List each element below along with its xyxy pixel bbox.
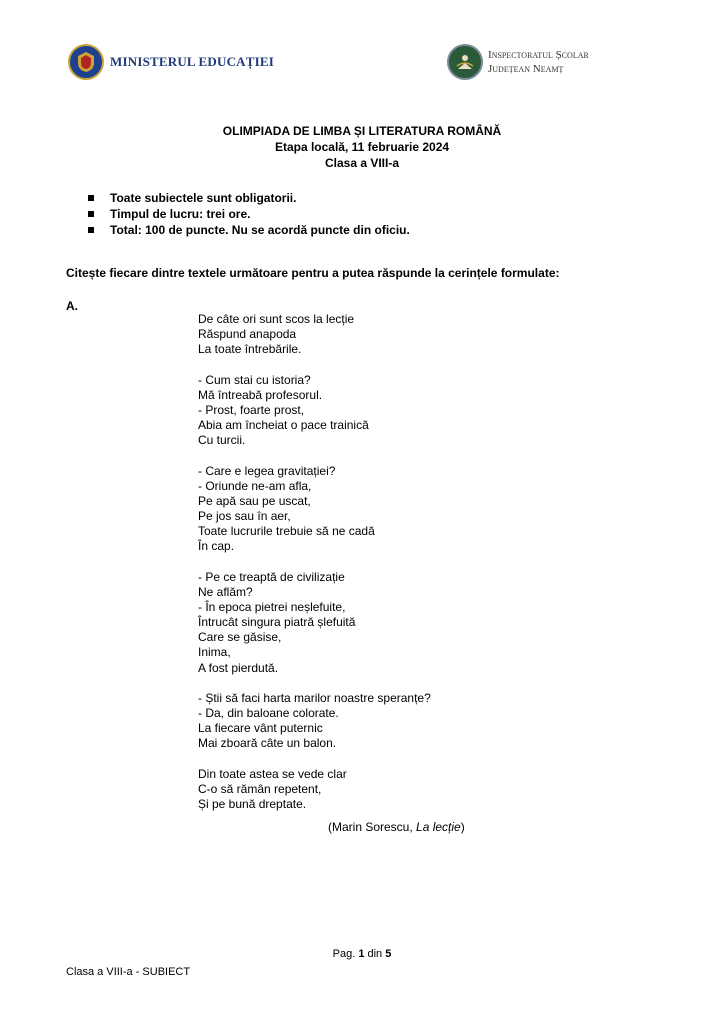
poem-line <box>198 751 431 766</box>
poem-line: - Care e legea gravitației? <box>198 463 336 478</box>
document-header <box>0 123 724 171</box>
page-total: 5 <box>385 948 392 960</box>
rule-item <box>88 222 410 238</box>
poem-line: C-o să rămân repetent, <box>198 781 322 796</box>
inspectorate-line1: Inspectoratul Școlar <box>488 49 589 61</box>
footer-class-subject: Clasa a VIII-a - SUBIECT <box>66 966 191 978</box>
poem-line: Și pe bună dreptate. <box>198 796 307 811</box>
poem-line: A fost pierdută. <box>198 660 279 675</box>
document-title: OLIMPIADA DE LIMBA ȘI LITERATURA ROMÂNĂ <box>222 124 502 138</box>
poem-line: Pe jos sau în aer, <box>198 509 291 523</box>
instruction-text: Citește fiecare dintre textele următoare pentru a putea răspunde la cerințele formulate: <box>66 266 560 280</box>
page-number <box>0 948 724 960</box>
poem-source <box>328 820 465 834</box>
coat-of-arms-icon <box>68 44 104 80</box>
poem-line: Cu turcii. <box>198 433 246 448</box>
inspectorate-line2: Județean Neamț <box>488 63 564 75</box>
poem-line: - Oriunde ne-am afla, <box>198 478 312 493</box>
source-author: (Marin Sorescu, <box>328 820 417 834</box>
poem-line: Pe apă sau pe uscat, <box>198 493 311 508</box>
page-prefix: Pag. <box>332 948 359 960</box>
poem-line: De câte ori sunt scos la lecție <box>198 312 355 326</box>
poem-line: Care se găsise, <box>198 630 282 645</box>
poem-line: Mă întreabă profesorul. <box>198 387 323 402</box>
page-mid: din <box>364 948 386 960</box>
poem-line: Ne aflăm? <box>198 584 253 599</box>
ministry-name: MINISTERUL EDUCAȚIEI <box>110 54 275 69</box>
poem-line: La fiecare vânt puternic <box>198 721 323 736</box>
poem-line: Inima, <box>198 645 231 660</box>
square-bullet-icon <box>88 195 94 201</box>
poem-line: Din toate astea se vede clar <box>198 766 347 781</box>
section-label: A. <box>66 299 78 313</box>
poem-line <box>198 676 431 691</box>
poem-line: La toate întrebările. <box>198 342 302 357</box>
poem-line: Mai zboară câte un balon. <box>198 736 337 751</box>
square-bullet-icon <box>88 211 94 217</box>
page-current: 1 <box>358 948 365 960</box>
rule-item <box>88 206 410 222</box>
poem-text <box>198 312 431 812</box>
square-bullet-icon <box>88 227 94 233</box>
poem-line: - În epoca pietrei neșlefuite, <box>198 599 346 614</box>
rule-text: Total: 100 de puncte. Nu se acordă puncte din oficiu. <box>110 223 410 237</box>
poem-line: Răspund anapoda <box>198 327 297 342</box>
document-stage: Etapa locală, 11 februarie 2024 <box>274 140 450 154</box>
poem-line: Întrucât singura piatră șlefuită <box>198 615 356 630</box>
rules-list <box>88 190 410 238</box>
poem-line: Abia am încheiat o pace trainică <box>198 418 369 433</box>
ministry-logo <box>68 44 274 80</box>
poem-line: - Prost, foarte prost, <box>198 402 305 417</box>
poem-line: - Da, din baloane colorate. <box>198 706 339 720</box>
poem-line: Toate lucrurile trebuie să ne cadă <box>198 524 375 539</box>
poem-line: - Știi să faci harta marilor noastre speranțe? <box>198 690 431 705</box>
poem-line <box>198 554 431 569</box>
poem-line: - Pe ce treaptă de civilizație <box>198 569 345 584</box>
poem-line: În cap. <box>198 539 235 554</box>
rule-text: Toate subiectele sunt obligatorii. <box>110 191 297 205</box>
poem-line <box>198 448 431 463</box>
document-class: Clasa a VIII-a <box>324 156 400 170</box>
rule-text: Timpul de lucru: trei ore. <box>110 207 251 221</box>
inspectorate-logo <box>447 44 589 80</box>
rule-item <box>88 190 410 206</box>
poem-line: - Cum stai cu istoria? <box>198 372 311 387</box>
inspectorate-emblem-icon <box>447 44 483 80</box>
source-work: La lecție <box>416 820 461 834</box>
poem-line <box>198 357 431 372</box>
source-close: ) <box>460 820 465 834</box>
